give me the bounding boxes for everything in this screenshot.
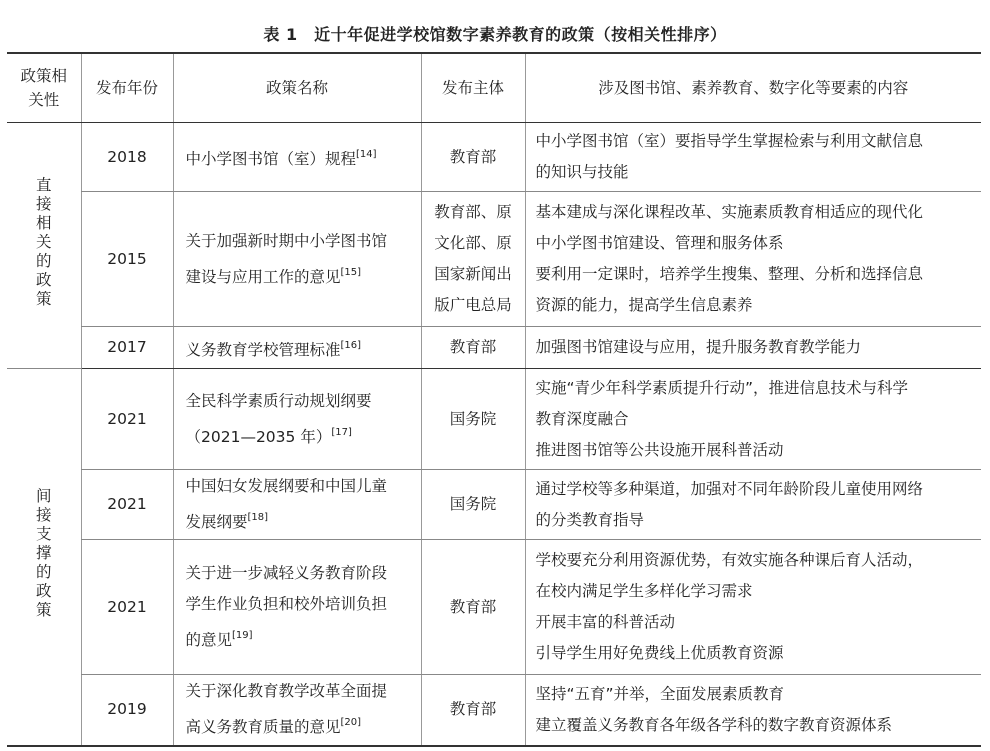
row-name: 全民科学素质行动规划纲要 （2021—2035 年）[17] xyxy=(173,369,421,470)
row-name: 中小学图书馆（室）规程[14] xyxy=(173,123,421,192)
row-name: 中国妇女发展纲要和中国儿童 发展纲要[18] xyxy=(173,470,421,540)
row-content: 坚持“五育”并举，全面发展素质教育 建立覆盖义务教育各年级各学科的数字教育资源体系 xyxy=(525,675,981,746)
row-content: 中小学图书馆（室）要指导学生掌握检索与利用文献信息 的知识与技能 xyxy=(525,123,981,192)
row-year: 2018 xyxy=(81,123,173,192)
row-issuer: 教育部 xyxy=(421,123,525,192)
row-name: 关于深化教育教学改革全面提 高义务教育质量的意见[20] xyxy=(173,675,421,746)
table-row xyxy=(7,540,981,675)
row-issuer: 教育部、原 文化部、原 国家新闻出 版广电总局 xyxy=(421,192,525,327)
table-row xyxy=(7,470,981,540)
header-year: 发布年份 xyxy=(81,53,173,123)
header-issuer: 发布主体 xyxy=(421,53,525,123)
row-name: 关于进一步减轻义务教育阶段 学生作业负担和校外培训负担 的意见[19] xyxy=(173,540,421,675)
row-year: 2021 xyxy=(81,470,173,540)
table-row xyxy=(7,369,981,470)
row-content: 通过学校等多种渠道，加强对不同年龄阶段儿童使用网络 的分类教育指导 xyxy=(525,470,981,540)
group-label-direct: 直接相关的政策 xyxy=(7,123,81,369)
row-issuer: 国务院 xyxy=(421,470,525,540)
header-relevance: 政策相关性 xyxy=(7,53,81,123)
table-row xyxy=(7,675,981,746)
table-row xyxy=(7,192,981,327)
table-row xyxy=(7,327,981,369)
row-year: 2021 xyxy=(81,369,173,470)
row-year: 2021 xyxy=(81,540,173,675)
row-issuer: 教育部 xyxy=(421,675,525,746)
row-content: 实施“青少年科学素质提升行动”，推进信息技术与科学 教育深度融合 推进图书馆等公共设施开展科普活动 xyxy=(525,369,981,470)
row-year: 2019 xyxy=(81,675,173,746)
row-year: 2017 xyxy=(81,327,173,369)
row-content: 加强图书馆建设与应用，提升服务教育教学能力 xyxy=(525,327,981,369)
table-row xyxy=(7,123,981,192)
row-year: 2015 xyxy=(81,192,173,327)
row-issuer: 国务院 xyxy=(421,369,525,470)
header-content: 涉及图书馆、素养教育、数字化等要素的内容 xyxy=(525,53,981,123)
row-name: 义务教育学校管理标准[16] xyxy=(173,327,421,369)
group-label-indirect: 间接支撑的政策 xyxy=(7,369,81,746)
row-content: 学校要充分利用资源优势，有效实施各种课后育人活动， 在校内满足学生多样化学习需求 开展丰富的科普活动 引导学生用好免费线上优质教育资源 xyxy=(525,540,981,675)
table-caption: 表 1 近十年促进学校馆数字素养教育的政策（按相关性排序） xyxy=(263,25,727,44)
row-content: 基本建成与深化课程改革、实施素质教育相适应的现代化 中小学图书馆建设、管理和服务体系 要利用一定课时，培养学生搜集、整理、分析和选择信息 资源的能力，提高学生信息素养 xyxy=(525,192,981,327)
row-issuer: 教育部 xyxy=(421,540,525,675)
header-row xyxy=(7,53,981,123)
header-name: 政策名称 xyxy=(173,53,421,123)
row-name: 关于加强新时期中小学图书馆 建设与应用工作的意见[15] xyxy=(173,192,421,327)
policy-table xyxy=(7,52,981,747)
row-issuer: 教育部 xyxy=(421,327,525,369)
